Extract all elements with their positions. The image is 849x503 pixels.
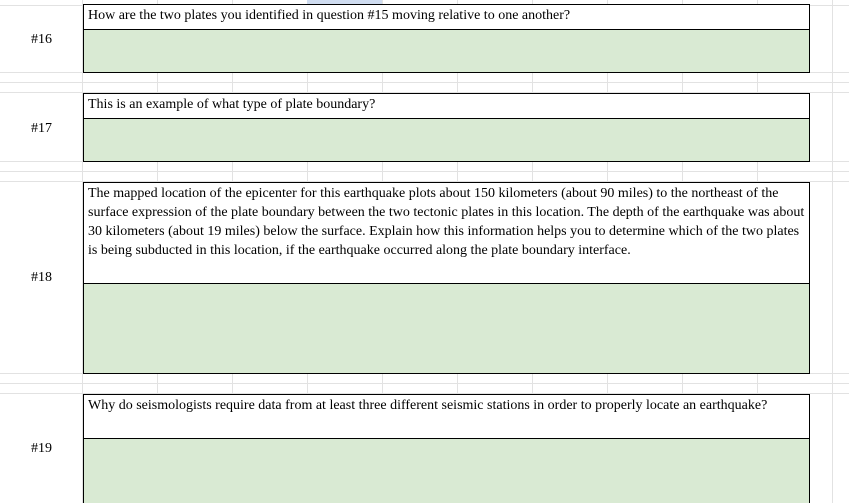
question-number: #17 bbox=[31, 121, 52, 136]
question-text-cell[interactable]: Why do seismologists require data from at least three different seismic stations in order to properly locate an earthquake? bbox=[84, 395, 809, 438]
gridline bbox=[0, 82, 849, 83]
question-text-cell[interactable]: The mapped location of the epicenter for this earthquake plots about 150 kilometers (about 90 miles) to the northeast of the surface expression of the plate boundary between the two tectonic plates in this location. The depth of the earthquake was about 30 kilometers (about 19 miles) below the surface. Explain how this information helps you to determine which of the two plates is being subducted in this location, if the earthquake occurred along the plate boundary interface. bbox=[84, 183, 809, 283]
gridline bbox=[0, 383, 849, 384]
answer-cell[interactable] bbox=[84, 118, 809, 161]
question-number: #19 bbox=[31, 441, 52, 456]
question-block bbox=[83, 182, 810, 374]
gridline bbox=[832, 0, 833, 503]
question-block bbox=[83, 4, 810, 73]
question-number: #16 bbox=[31, 32, 52, 47]
question-text-cell[interactable]: How are the two plates you identified in question #15 moving relative to one another? bbox=[84, 5, 809, 29]
answer-cell[interactable] bbox=[84, 29, 809, 72]
question-block bbox=[83, 394, 810, 503]
question-block bbox=[83, 93, 810, 162]
question-number: #18 bbox=[31, 270, 52, 285]
answer-cell[interactable] bbox=[84, 283, 809, 373]
gridline bbox=[0, 171, 849, 172]
answer-cell[interactable] bbox=[84, 438, 809, 503]
question-text-cell[interactable]: This is an example of what type of plate boundary? bbox=[84, 94, 809, 118]
